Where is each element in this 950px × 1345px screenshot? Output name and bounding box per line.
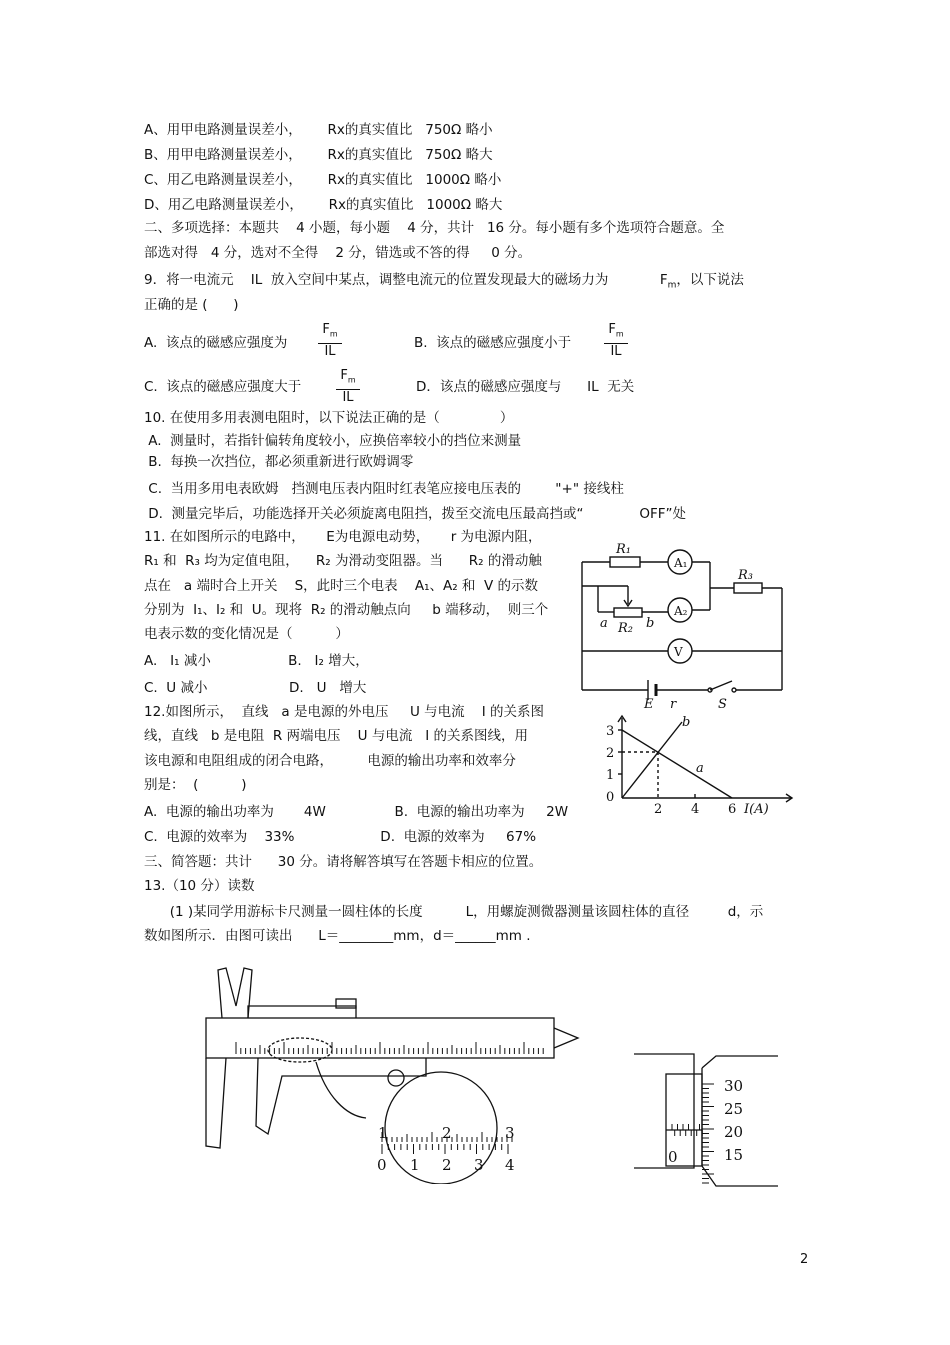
q11-line5: 电表示数的变化情况是（ ） [144, 626, 349, 642]
q12-options-cd: C. 电源的效率为 33% D. 电源的效率为 67% [144, 829, 537, 845]
q12-line1: 12.如图所示， 直线 a 是电源的外电压 U 与电流 I 的关系图 [144, 704, 545, 720]
vernier-caliper [196, 966, 586, 1184]
q9-option-d: D．该点的磁感应强度与 IL 无关 [416, 379, 635, 395]
q11-options-ab: A. I₁ 减小 B. I₂ 增大， [144, 653, 369, 669]
q9-option-c: C. 该点的磁感应强度大于 [144, 379, 302, 395]
y-tick-2: 2 [606, 746, 615, 761]
section2-heading: 二、多项选择：本题共 4 小题，每小题 4 分，共计 16 分。每小题有多个选项符合题意。全 [144, 220, 725, 236]
q10-option-b: B. 每换一次挡位，都必须重新进行欧姆调零 [144, 454, 414, 470]
label-a: a [600, 616, 608, 631]
sleeve-zero: 0 [668, 1148, 678, 1166]
label-b: b [646, 616, 655, 631]
label-a2: A₂ [674, 604, 688, 618]
q9-stem: 9．将一电流元 IL 放入空间中某点，调整电流元的位置发现最大的磁场力为 $F_m$，以下说法 [144, 272, 744, 291]
q10-option-d: D. 测量完毕后，功能选择开关必须旋离电阻挡，拨至交流电压最高挡或“ OFF”处 [144, 506, 686, 522]
page-number: 2 [800, 1252, 809, 1267]
micrometer [628, 1048, 780, 1192]
q9-option-b: B. 该点的磁感应强度小于 [414, 335, 572, 351]
vernier-main-tick-1: 1 [378, 1124, 388, 1142]
q9-option-a: A. 该点的磁感应强度为 [144, 335, 288, 351]
label-v: V [674, 645, 683, 659]
y-tick-0: 0 [606, 790, 615, 805]
q10-option-a: A. 测量时，若指针偏转角度较小，应换倍率较小的挡位来测量 [144, 433, 522, 449]
x-tick-6: 6 [728, 802, 737, 817]
q8-option-d: D、用乙电路测量误差小， Rx的真实值比 1000Ω 略大 [144, 197, 503, 213]
q11-line1: 11. 在如图所示的电路中， E为电源电动势， r 为电源内阻， [144, 529, 542, 545]
vernier-tick-2: 2 [442, 1156, 452, 1174]
label-line-b: b [682, 715, 691, 730]
vernier-tick-4: 4 [505, 1156, 515, 1174]
section3-heading: 三、简答题：共计 30 分。请将解答填写在答题卡相应的位置。 [144, 854, 543, 870]
q12-line2: 线，直线 b 是电阻 R 两端电压 U 与电流 I 的关系图线，用 [144, 728, 528, 744]
vernier-main-tick-3: 3 [505, 1124, 515, 1142]
q10-option-c: C. 当用多用电表欧姆 挡测电压表内阻时红表笔应接电压表的 "+" 接线柱 [144, 481, 624, 497]
circuit-diagram [570, 538, 800, 710]
x-axis-label: I(A) [744, 802, 769, 817]
q12-line3: 该电源和电阻组成的闭合电路， 电源的输出功率和效率分 [144, 753, 516, 769]
thimble-tick-30: 30 [724, 1077, 744, 1095]
q13-title: 13.（10 分）读数 [144, 878, 255, 894]
q11-line4: 分别为 I₁、I₂ 和 U。现将 R₂ 的滑动触点向 b 端移动， 则三个 [144, 602, 549, 618]
label-r1: R₁ [616, 542, 631, 557]
ui-graph [598, 712, 798, 818]
q12-options-ab: A. 电源的输出功率为 4W B. 电源的输出功率为 2W [144, 804, 569, 820]
q9-stem-line2: 正确的是 ( ) [144, 297, 239, 313]
q8-option-c: C、用乙电路测量误差小， Rx的真实值比 1000Ω 略小 [144, 172, 502, 188]
label-e: E [644, 697, 654, 710]
vernier-tick-3: 3 [474, 1156, 484, 1174]
x-tick-4: 4 [691, 802, 700, 817]
vernier-tick-0: 0 [377, 1156, 387, 1174]
y-tick-3: 3 [606, 724, 615, 739]
thimble-tick-25: 25 [724, 1100, 744, 1118]
q10-stem: 10. 在使用多用表测电阻时，以下说法正确的是（ ） [144, 410, 514, 426]
label-r2: R₂ [618, 621, 633, 636]
q11-options-cd: C. U 减小 D. U 增大 [144, 680, 367, 696]
fraction-fm-il: $\frac{F_m}{IL}$ [336, 368, 360, 406]
q8-option-a: A、用甲电路测量误差小， Rx的真实值比 750Ω 略小 [144, 122, 493, 138]
q13-line2: 数如图所示．由图可读出 L＝________mm，d＝______mm . [144, 928, 531, 944]
label-line-a: a [696, 761, 704, 776]
thimble-tick-20: 20 [724, 1123, 744, 1141]
q12-line4: 别是： ( ) [144, 777, 247, 793]
y-tick-1: 1 [606, 768, 615, 783]
q8-option-b: B、用甲电路测量误差小， Rx的真实值比 750Ω 略大 [144, 147, 493, 163]
fraction-fm-il: $\frac{F_m}{IL}$ [604, 322, 628, 360]
vernier-tick-1: 1 [410, 1156, 420, 1174]
x-tick-2: 2 [654, 802, 663, 817]
label-r: r [670, 697, 677, 710]
thimble-tick-15: 15 [724, 1146, 744, 1164]
fraction-fm-il: $\frac{F_m}{IL}$ [318, 322, 342, 360]
section2-line2: 部选对得 4 分，选对不全得 2 分，错选或不答的得 0 分。 [144, 245, 532, 261]
label-s: S [718, 697, 727, 710]
q11-line3: 点在 a 端时合上开关 S，此时三个电表 A₁、A₂ 和 V 的示数 [144, 578, 539, 594]
q11-line2: R₁ 和 R₃ 均为定值电阻， R₂ 为滑动变阻器。当 R₂ 的滑动触 [144, 553, 542, 569]
q13-line1: (1 )某同学用游标卡尺测量一圆柱体的长度 L，用螺旋测微器测量该圆柱体的直径 d，示 [144, 904, 764, 920]
vernier-main-tick-2: 2 [442, 1124, 452, 1142]
label-r3: R₃ [738, 568, 753, 583]
label-a1: A₁ [674, 556, 688, 570]
